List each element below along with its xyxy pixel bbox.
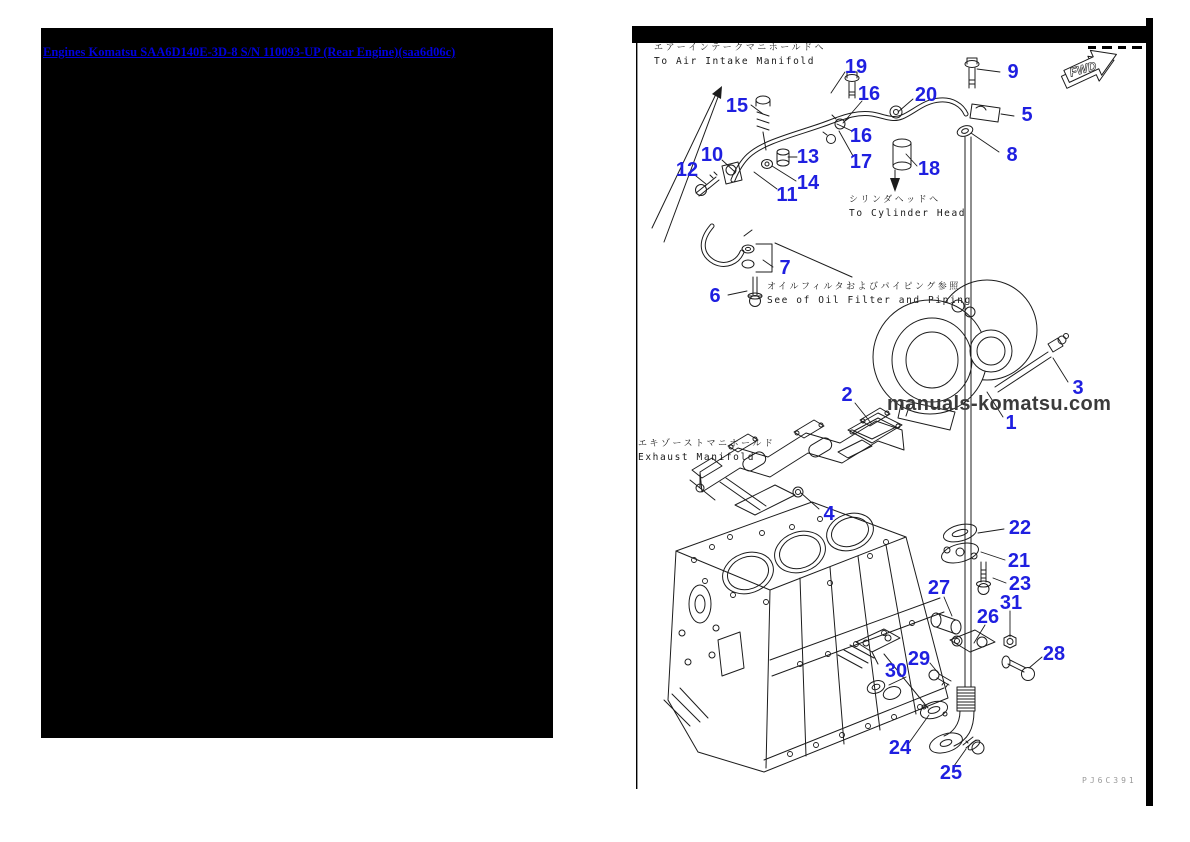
- callout-24: 24: [888, 737, 912, 759]
- callout-21: 21: [1007, 550, 1031, 572]
- callout-5: 5: [1021, 104, 1033, 126]
- callout-16: 16: [849, 125, 873, 147]
- callout-6: 6: [709, 285, 721, 307]
- callout-17: 17: [849, 151, 873, 173]
- cylinder-head-arrow: [890, 170, 900, 192]
- page-code: PJ6C391: [1082, 776, 1137, 785]
- callout-19: 19: [844, 56, 868, 78]
- callout-8: 8: [1006, 144, 1018, 166]
- callout-9: 9: [1007, 61, 1019, 83]
- label-air-intake: エアーインテークマニホールドへ To Air Intake Manifold: [654, 43, 827, 67]
- callout-29: 29: [907, 648, 931, 670]
- fwd-arrow-icon: [1057, 44, 1123, 91]
- callout-20: 20: [914, 84, 938, 106]
- callout-13: 13: [796, 146, 820, 168]
- callout-26: 26: [976, 606, 1000, 628]
- callout-1: 1: [1005, 412, 1017, 434]
- callout-7: 7: [779, 257, 791, 279]
- engine-catalog-link[interactable]: Engines Komatsu SAA6D140E-3D-8 S/N 110093-UP (Rear Engine)(saa6d06c): [43, 45, 456, 59]
- callout-10: 10: [700, 144, 724, 166]
- pipe-assembly: [696, 58, 1001, 196]
- callout-16: 16: [857, 83, 881, 105]
- callout-3: 3: [1072, 377, 1084, 399]
- callout-4: 4: [823, 503, 835, 525]
- callout-11: 11: [776, 184, 798, 206]
- callout-2: 2: [841, 384, 853, 406]
- label-exhaust-manifold: エキゾーストマニホールド Exhaust Manifold: [638, 439, 776, 463]
- callout-23: 23: [1008, 573, 1032, 595]
- callout-22: 22: [1008, 517, 1032, 539]
- fwd-label: FWD: [1067, 58, 1098, 80]
- callout-28: 28: [1042, 643, 1066, 665]
- callout-18: 18: [917, 158, 941, 180]
- callout-31: 31: [999, 592, 1023, 614]
- callout-30: 30: [884, 660, 908, 682]
- engine-block: [664, 502, 951, 772]
- callout-25: 25: [939, 762, 963, 784]
- label-oil-filter-ref: オイルフィルタおよびパイピング参照 See of Oil Filter and Piping: [767, 282, 972, 306]
- callout-27: 27: [927, 577, 951, 599]
- callout-15: 15: [725, 95, 749, 117]
- callout-12: 12: [675, 159, 699, 181]
- label-cylinder-head: シリンダヘッドへ To Cylinder Head: [849, 195, 967, 219]
- watermark-text: manuals-komatsu.com: [887, 393, 1112, 415]
- callout-14: 14: [796, 172, 820, 194]
